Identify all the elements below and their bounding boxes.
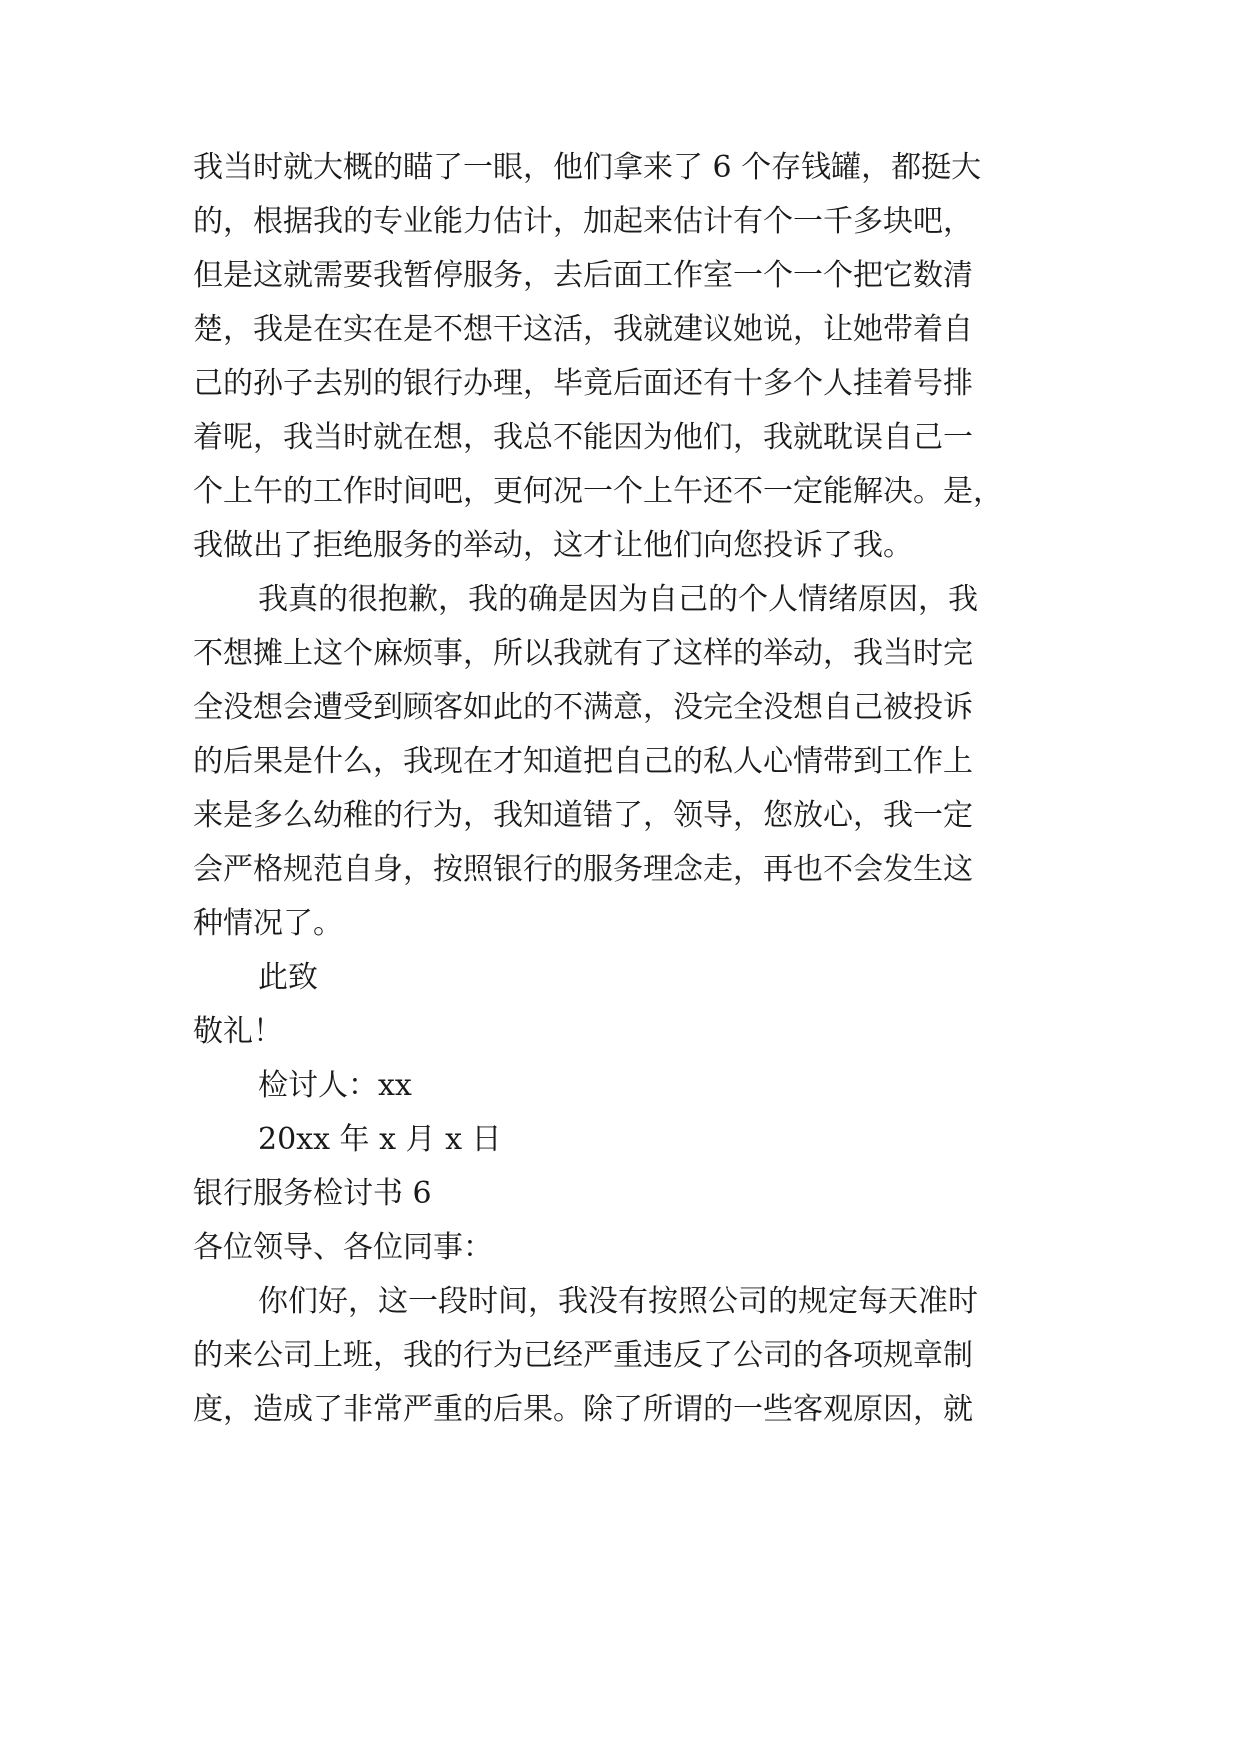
paragraph-line: 我当时就大概的瞄了一眼，他们拿来了 6 个存钱罐，都挺大 [193, 150, 982, 185]
paragraph-line: 但是这就需要我暂停服务，去后面工作室一个一个把它数清 [193, 258, 973, 293]
paragraph-line: 的后果是什么，我现在才知道把自己的私人心情带到工作上 [193, 744, 973, 779]
paragraph-line: 我做出了拒绝服务的举动，这才让他们向您投诉了我。 [193, 528, 913, 563]
paragraph-line: 着呢，我当时就在想，我总不能因为他们，我就耽误自己一 [193, 420, 973, 455]
paragraph-line: 不想摊上这个麻烦事，所以我就有了这样的举动，我当时完 [193, 636, 973, 671]
closing-regards: 敬礼！ [193, 1014, 283, 1049]
paragraph-line: 来是多么幼稚的行为，我知道错了，领导，您放心，我一定 [193, 798, 973, 833]
signature-date: 20xx 年 x 月 x 日 [258, 1122, 502, 1157]
paragraph-line: 我真的很抱歉，我的确是因为自己的个人情绪原因，我 [258, 582, 978, 617]
paragraph-line: 的，根据我的专业能力估计，加起来估计有个一千多块吧， [193, 204, 973, 239]
paragraph-line: 你们好，这一段时间，我没有按照公司的规定每天准时 [258, 1284, 978, 1319]
paragraph-line: 全没想会遭受到顾客如此的不满意，没完全没想自己被投诉 [193, 690, 973, 725]
paragraph-line: 会严格规范自身，按照银行的服务理念走，再也不会发生这 [193, 852, 973, 887]
paragraph-line: 己的孙子去别的银行办理，毕竟后面还有十多个人挂着号排 [193, 366, 973, 401]
paragraph-line: 楚，我是在实在是不想干这活，我就建议她说，让她带着自 [193, 312, 973, 347]
paragraph-line: 个上午的工作时间吧，更何况一个上午还不一定能解决。是， [193, 474, 1003, 509]
paragraph-line: 度，造成了非常严重的后果。除了所谓的一些客观原因，就 [193, 1392, 973, 1427]
greeting: 各位领导、各位同事： [193, 1230, 493, 1265]
section-title: 银行服务检讨书 6 [193, 1176, 432, 1211]
closing-salutation: 此致 [258, 960, 318, 995]
paragraph-line: 的来公司上班，我的行为已经严重违反了公司的各项规章制 [193, 1338, 973, 1373]
paragraph-line: 种情况了。 [193, 906, 343, 941]
signature-name: 检讨人：xx [258, 1068, 412, 1103]
